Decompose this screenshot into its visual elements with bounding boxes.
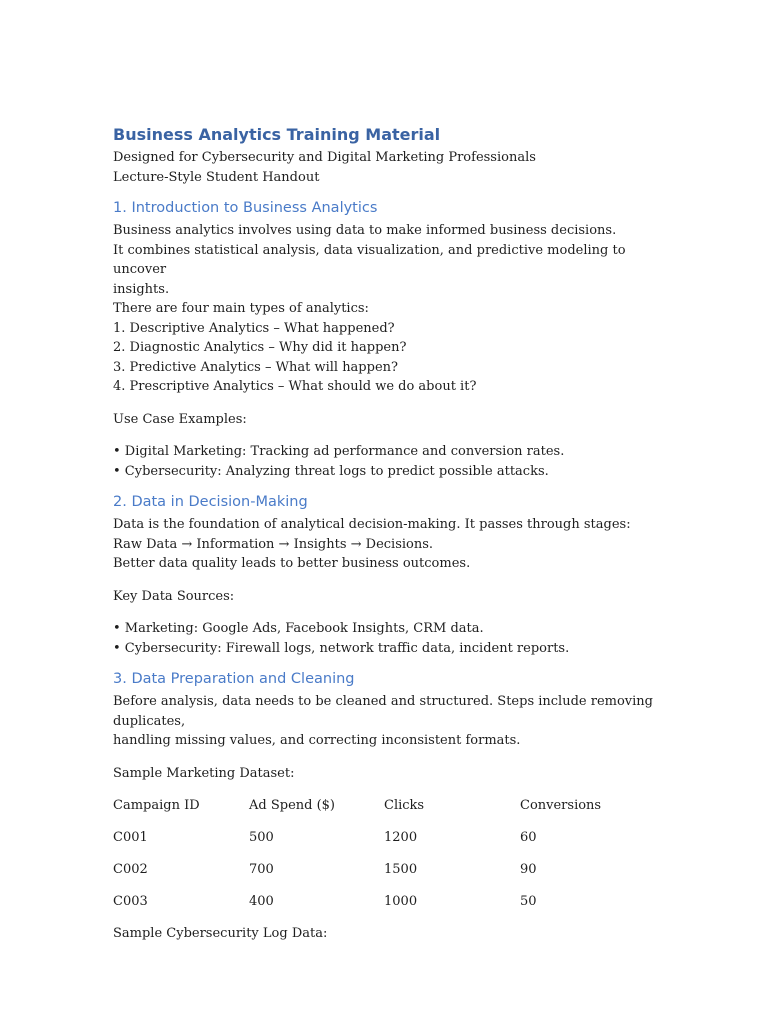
table-cell: C003 bbox=[113, 894, 148, 909]
bullet-item: • Cybersecurity: Analyzing threat logs to predict possible attacks. bbox=[113, 463, 549, 479]
list-item: 4. Prescriptive Analytics – What should we do about it? bbox=[113, 379, 477, 394]
list-item: 2. Diagnostic Analytics – Why did it happen? bbox=[113, 340, 407, 355]
paragraph-line: Better data quality leads to better business outcomes. bbox=[113, 556, 471, 571]
paragraph-line: Data is the foundation of analytical decision-making. It passes through stages: bbox=[113, 517, 631, 532]
subtitle-line: Lecture-Style Student Handout bbox=[113, 169, 320, 185]
table-cell: 50 bbox=[520, 894, 537, 909]
dataset-label: Sample Marketing Dataset: bbox=[113, 765, 295, 781]
table-cell: 700 bbox=[249, 862, 274, 877]
paragraph-line: There are four main types of analytics: bbox=[113, 301, 369, 316]
section-heading-decision-making: 2. Data in Decision-Making bbox=[113, 494, 308, 510]
table-header-cell: Conversions bbox=[520, 798, 602, 813]
section-heading-introduction: 1. Introduction to Business Analytics bbox=[113, 200, 378, 216]
list-item: 3. Predictive Analytics – What will happen? bbox=[113, 359, 398, 375]
table-cell: C001 bbox=[113, 830, 148, 845]
table-cell: 1500 bbox=[384, 862, 418, 877]
paragraph-line: It combines statistical analysis, data visualization, and predictive modeling to uncover bbox=[113, 242, 626, 277]
paragraph-line: Business analytics involves using data to make informed business decisions. bbox=[113, 223, 617, 238]
bullet-item: • Cybersecurity: Firewall logs, network traffic data, incident reports. bbox=[113, 640, 570, 656]
table-cell: 60 bbox=[520, 830, 537, 845]
table-cell: C002 bbox=[113, 862, 148, 877]
data-sources-label: Key Data Sources: bbox=[113, 588, 235, 604]
table-cell: 500 bbox=[249, 830, 274, 845]
log-data-label: Sample Cybersecurity Log Data: bbox=[113, 926, 328, 941]
table-header-cell: Campaign ID bbox=[113, 798, 200, 813]
table-cell: 1200 bbox=[384, 830, 418, 845]
bullet-item: • Digital Marketing: Tracking ad performance and conversion rates. bbox=[113, 444, 565, 459]
table-cell: 1000 bbox=[384, 894, 418, 909]
table-cell: 400 bbox=[249, 894, 274, 909]
table-cell: 90 bbox=[520, 862, 537, 877]
table-header-cell: Clicks bbox=[384, 798, 425, 813]
subtitle-line: Designed for Cybersecurity and Digital Marketing Professionals bbox=[113, 150, 536, 165]
bullet-item: • Marketing: Google Ads, Facebook Insights, CRM data. bbox=[113, 621, 484, 636]
paragraph-line: handling missing values, and correcting inconsistent formats. bbox=[113, 733, 521, 748]
marketing-dataset-table bbox=[113, 796, 673, 924]
document-title: Business Analytics Training Material bbox=[113, 125, 441, 144]
use-case-label: Use Case Examples: bbox=[113, 411, 247, 427]
document-page bbox=[113, 124, 673, 944]
paragraph-line: Raw Data → Information → Insights → Decisions. bbox=[113, 536, 434, 552]
paragraph-line: Before analysis, data needs to be cleaned and structured. Steps include removing duplicates, bbox=[113, 694, 653, 729]
paragraph-line: insights. bbox=[113, 281, 170, 297]
table-header-cell: Ad Spend ($) bbox=[249, 798, 336, 813]
section-heading-data-preparation: 3. Data Preparation and Cleaning bbox=[113, 671, 355, 687]
list-item: 1. Descriptive Analytics – What happened? bbox=[113, 320, 395, 336]
